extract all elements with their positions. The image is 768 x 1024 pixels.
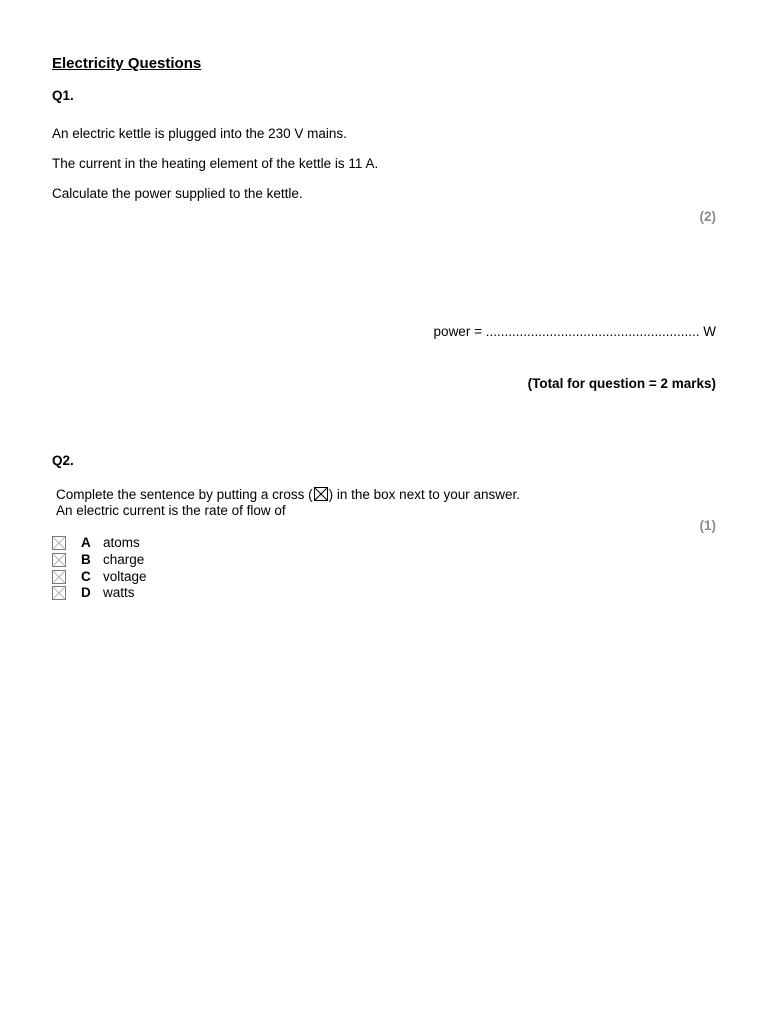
option-b[interactable]	[52, 551, 144, 568]
answer-prefix: power =	[433, 324, 486, 339]
question-2-marks: (1)	[699, 518, 716, 533]
question-2-label: Q2.	[52, 453, 74, 468]
question-1-marks: (2)	[699, 209, 716, 224]
option-checkbox-icon[interactable]	[52, 553, 65, 566]
question-1-answer-line[interactable]	[434, 324, 716, 339]
option-letter: D	[81, 585, 91, 600]
option-text: atoms	[103, 535, 140, 550]
instruction-after: ) in the box next to your answer.	[328, 487, 520, 502]
option-d[interactable]	[52, 584, 135, 601]
option-checkbox-icon[interactable]	[52, 570, 65, 583]
option-text: voltage	[103, 569, 147, 584]
option-text: charge	[103, 552, 145, 567]
question-1-line-2: The current in the heating element of the kettle is 11 A.	[52, 156, 379, 171]
instruction-before: Complete the sentence by putting a cross (	[56, 487, 313, 502]
answer-unit: W	[699, 324, 716, 339]
question-2-stem: An electric current is the rate of flow of	[56, 503, 286, 518]
cross-box-icon	[314, 487, 328, 501]
option-letter: C	[81, 569, 91, 584]
document-title: Electricity Questions	[52, 55, 202, 72]
question-1-line-1: An electric kettle is plugged into the 230 V mains.	[52, 126, 347, 141]
question-2-instruction	[56, 487, 520, 502]
option-checkbox-icon[interactable]	[52, 586, 65, 599]
option-text: watts	[103, 585, 135, 600]
option-a[interactable]	[52, 534, 140, 551]
answer-dots: .........................................................	[485, 324, 700, 339]
option-letter: A	[81, 535, 91, 550]
option-c[interactable]	[52, 568, 147, 585]
question-1-line-3: Calculate the power supplied to the kettle.	[52, 186, 303, 201]
option-letter: B	[81, 552, 91, 567]
question-1-label: Q1.	[52, 88, 74, 103]
question-1-total: (Total for question = 2 marks)	[527, 376, 716, 391]
option-checkbox-icon[interactable]	[52, 536, 65, 549]
